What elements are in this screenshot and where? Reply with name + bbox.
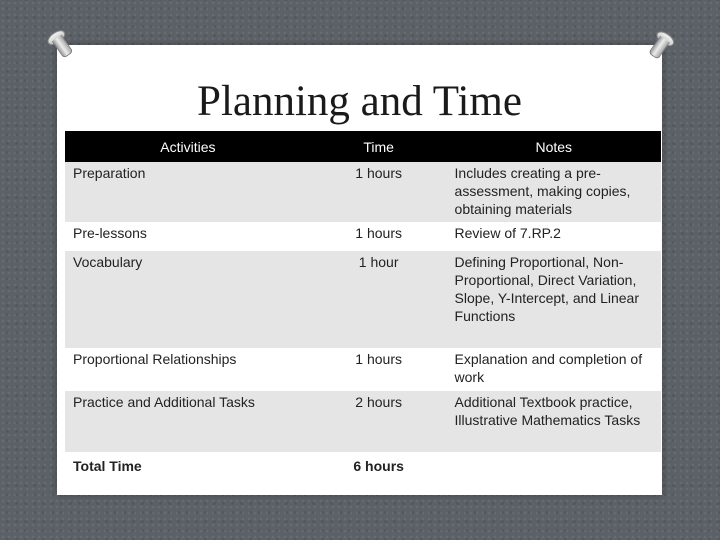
notes-cell: Explanation and completion of work [454, 351, 643, 385]
table-row [65, 222, 661, 251]
time-cell: 1 hour [311, 251, 447, 348]
time-cell: 2 hours [311, 391, 447, 452]
notes-cell: Review of 7.RP.2 [454, 225, 561, 241]
activity-cell: Vocabulary [65, 251, 311, 348]
header-notes: Notes [447, 131, 661, 162]
slide-title: Planning and Time [197, 78, 522, 125]
header-time: Time [311, 131, 447, 162]
table-row [65, 348, 661, 391]
total-label: Total Time [73, 458, 142, 474]
header-activities: Activities [65, 131, 311, 162]
table-row [65, 162, 661, 222]
notes-cell: Additional Textbook practice, Illustrative Mathematics Tasks [447, 391, 661, 452]
table-row [65, 391, 661, 452]
table-row [65, 251, 661, 348]
table-header-row [65, 131, 661, 162]
time-cell: 1 hours [355, 351, 402, 367]
activity-cell: Preparation [65, 162, 311, 222]
total-time: 6 hours [353, 458, 404, 474]
notes-cell: Includes creating a pre-assessment, making copies, obtaining materials [447, 162, 661, 222]
activity-cell: Pre-lessons [73, 225, 147, 241]
time-cell: 1 hours [355, 225, 402, 241]
total-row [65, 452, 661, 480]
planning-table [65, 131, 661, 480]
activity-cell: Proportional Relationships [73, 351, 237, 367]
activity-cell: Practice and Additional Tasks [65, 391, 311, 452]
notes-cell: Defining Proportional, Non-Proportional, Direct Variation, Slope, Y-Intercept, and Linear Functions [447, 251, 661, 348]
total-notes [447, 452, 661, 480]
time-cell: 1 hours [311, 162, 447, 222]
